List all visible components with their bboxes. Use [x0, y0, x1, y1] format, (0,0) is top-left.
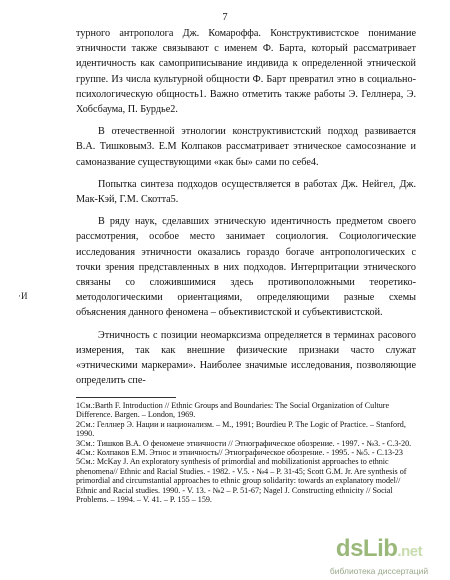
- footnote-4: 4См.: Колпаков Е.М. Этнос и этничность// Этнографическое обозрение. - 1995. - №5. - С.13-23: [76, 448, 403, 458]
- footnote-divider: [76, 397, 176, 398]
- footnote-3: 3См.: Тишков В.А. О феномене этничности // Этнографическое обозрение. - 1997. - №3. - С.3-20.: [76, 438, 412, 448]
- watermark-subtitle: библиотека диссертаций: [329, 566, 429, 576]
- paragraph-2: В отечественной этнологии конструктивистский подход развивается В.А. Тишковым3. Е.М Колпаков рассматривает этническое самосознание и самоназвание существующими «как бы» сами по себе4.: [76, 126, 416, 168]
- watermark-logo-suffix: .net: [397, 543, 423, 560]
- paragraph-4: В ряду наук, сделавших этническую идентичность предметом своего рассмотрения, особое место занимает социология. Социологические исследования этничности оказались гораздо богаче антропологических с точки зрения представленных в них подходов. Интерпритации этнического связаны со сложившимися здесь противоположными теоретико-методологическими ориентациями, определяющими разные схемы объяснения данного феномена – объективистской и субъективистской.: [76, 216, 416, 319]
- paragraph-5: Этничность с позиции неомарксизма определяется в терминах расового измерения, так как внешние физические признаки часто служат «этническими маркерами». Наиболее значимые исследования, позволяющие определить спе-: [76, 329, 416, 387]
- paragraph-3: Попытка синтеза подходов осуществляется в работах Дж. Нейгел, Дж. Мак-Кэй, Г.М. Скотта5.: [76, 178, 416, 206]
- paragraph-1: турного антрополога Дж. Комароффа. Конструктивистское понимание этничности также связывают с именем Ф. Барта, который рассматривает идентичность как самоприписывание индивида к определенной этнической группе. Из числа культурной общности Ф. Барт превратил этно в социально-психологическую общность1. Важно отметить также работы Э. Геллнера, Э. Хобсбаума, П. Бурдье2.: [76, 28, 416, 116]
- watermark-logo[interactable]: [314, 537, 444, 576]
- page-number: 7: [222, 12, 228, 23]
- footnote-5: 5См.: McKay J. An exploratory synthesis of primordial and mobilizationist approaches to ethnic phenomena// Ethnic and Racial Studies. - 1982. - V.5. - №4 – P. 31-45; Scott G.M. Jr. Are synthesis of primordial and circumstantial approaches to ethnic group solidarity: towards an explanatory model// Ethnic and Racial studies. 1990. - V. 13. - №2 – P. 51-67; Nagel J. Constructing ethnicity // Social Problems. – 1994. – V. 41. – P. 155 – 159.: [76, 457, 407, 505]
- footnotes: [76, 401, 416, 504]
- watermark-logo-main: dsLib: [335, 535, 398, 562]
- body-text: [76, 26, 416, 395]
- footnote-1: 1См.:Barth F. Introduction // Ethnic Groups and Boundaries: The Social Organization of Culture Difference. Bargen. – London, 1969.: [76, 401, 390, 420]
- margin-mark: ·И: [18, 291, 28, 301]
- footnote-2: 2См.: Геллнер Э. Нации и национализм. – М., 1991; Bourdieu P. The Logic of Practice. – Stanford, 1990.: [76, 419, 406, 439]
